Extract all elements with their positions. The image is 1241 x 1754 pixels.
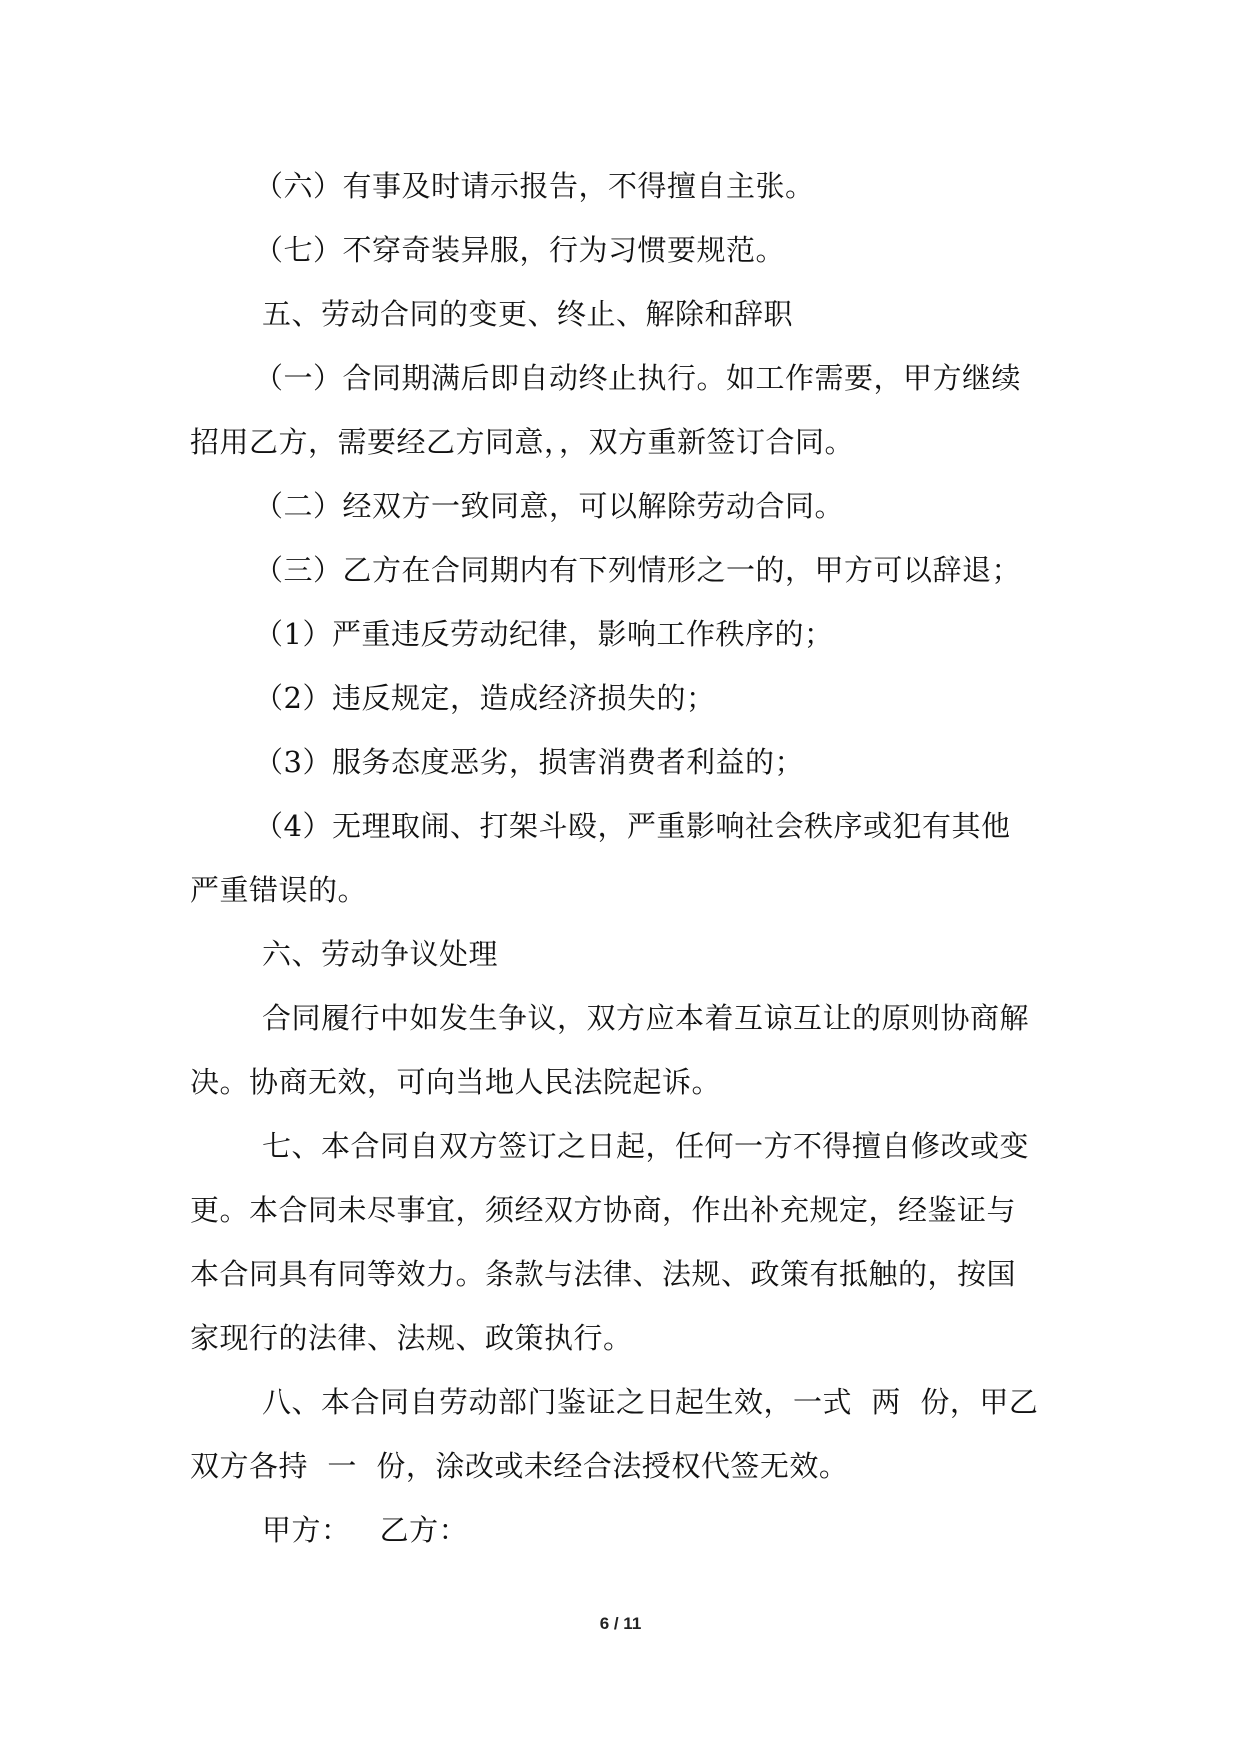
clause-line: （一）合同期满后即自动终止执行。如工作需要，甲方继续 xyxy=(254,361,1022,395)
section-heading: 五、劳动合同的变更、终止、解除和辞职 xyxy=(262,297,794,331)
clause-line: 八、本合同自劳动部门鉴证之日起生效，一式 两 份，甲乙 xyxy=(262,1385,1039,1419)
clause-line: 合同履行中如发生争议，双方应本着互谅互让的原则协商解 xyxy=(262,1001,1030,1035)
clause-line: 决。协商无效，可向当地人民法院起诉。 xyxy=(190,1065,722,1099)
clause-line: （六）有事及时请示报告，不得擅自主张。 xyxy=(254,169,815,203)
signature-line: 甲方： 乙方： xyxy=(262,1513,469,1547)
clause-line: 七、本合同自双方签订之日起，任何一方不得擅自修改或变 xyxy=(262,1129,1030,1163)
list-item: （2）违反规定，造成经济损失的； xyxy=(254,681,716,715)
clause-line: 本合同具有同等效力。条款与法律、法规、政策有抵触的，按国 xyxy=(190,1257,1017,1291)
clause-line: 家现行的法律、法规、政策执行。 xyxy=(190,1321,633,1355)
list-item: （1）严重违反劳动纪律，影响工作秩序的； xyxy=(254,617,834,651)
clause-line: （二）经双方一致同意，可以解除劳动合同。 xyxy=(254,489,845,523)
clause-line: 招用乙方，需要经乙方同意，，双方重新签订合同。 xyxy=(190,425,855,459)
clause-line: （七）不穿奇装异服，行为习惯要规范。 xyxy=(254,233,786,267)
clause-line: （三）乙方在合同期内有下列情形之一的，甲方可以辞退； xyxy=(254,553,1022,587)
list-item: （4）无理取闹、打架斗殴，严重影响社会秩序或犯有其他 xyxy=(254,809,1011,843)
clause-line: 更。本合同未尽事宜，须经双方协商，作出补充规定，经鉴证与 xyxy=(190,1193,1017,1227)
page-number: 6 / 11 xyxy=(599,1614,642,1633)
list-item: （3）服务态度恶劣，损害消费者利益的； xyxy=(254,745,804,779)
clause-line: 双方各持 一 份，涂改或未经合法授权代签无效。 xyxy=(190,1449,849,1483)
list-item: 严重错误的。 xyxy=(190,873,368,907)
section-heading: 六、劳动争议处理 xyxy=(262,937,499,971)
